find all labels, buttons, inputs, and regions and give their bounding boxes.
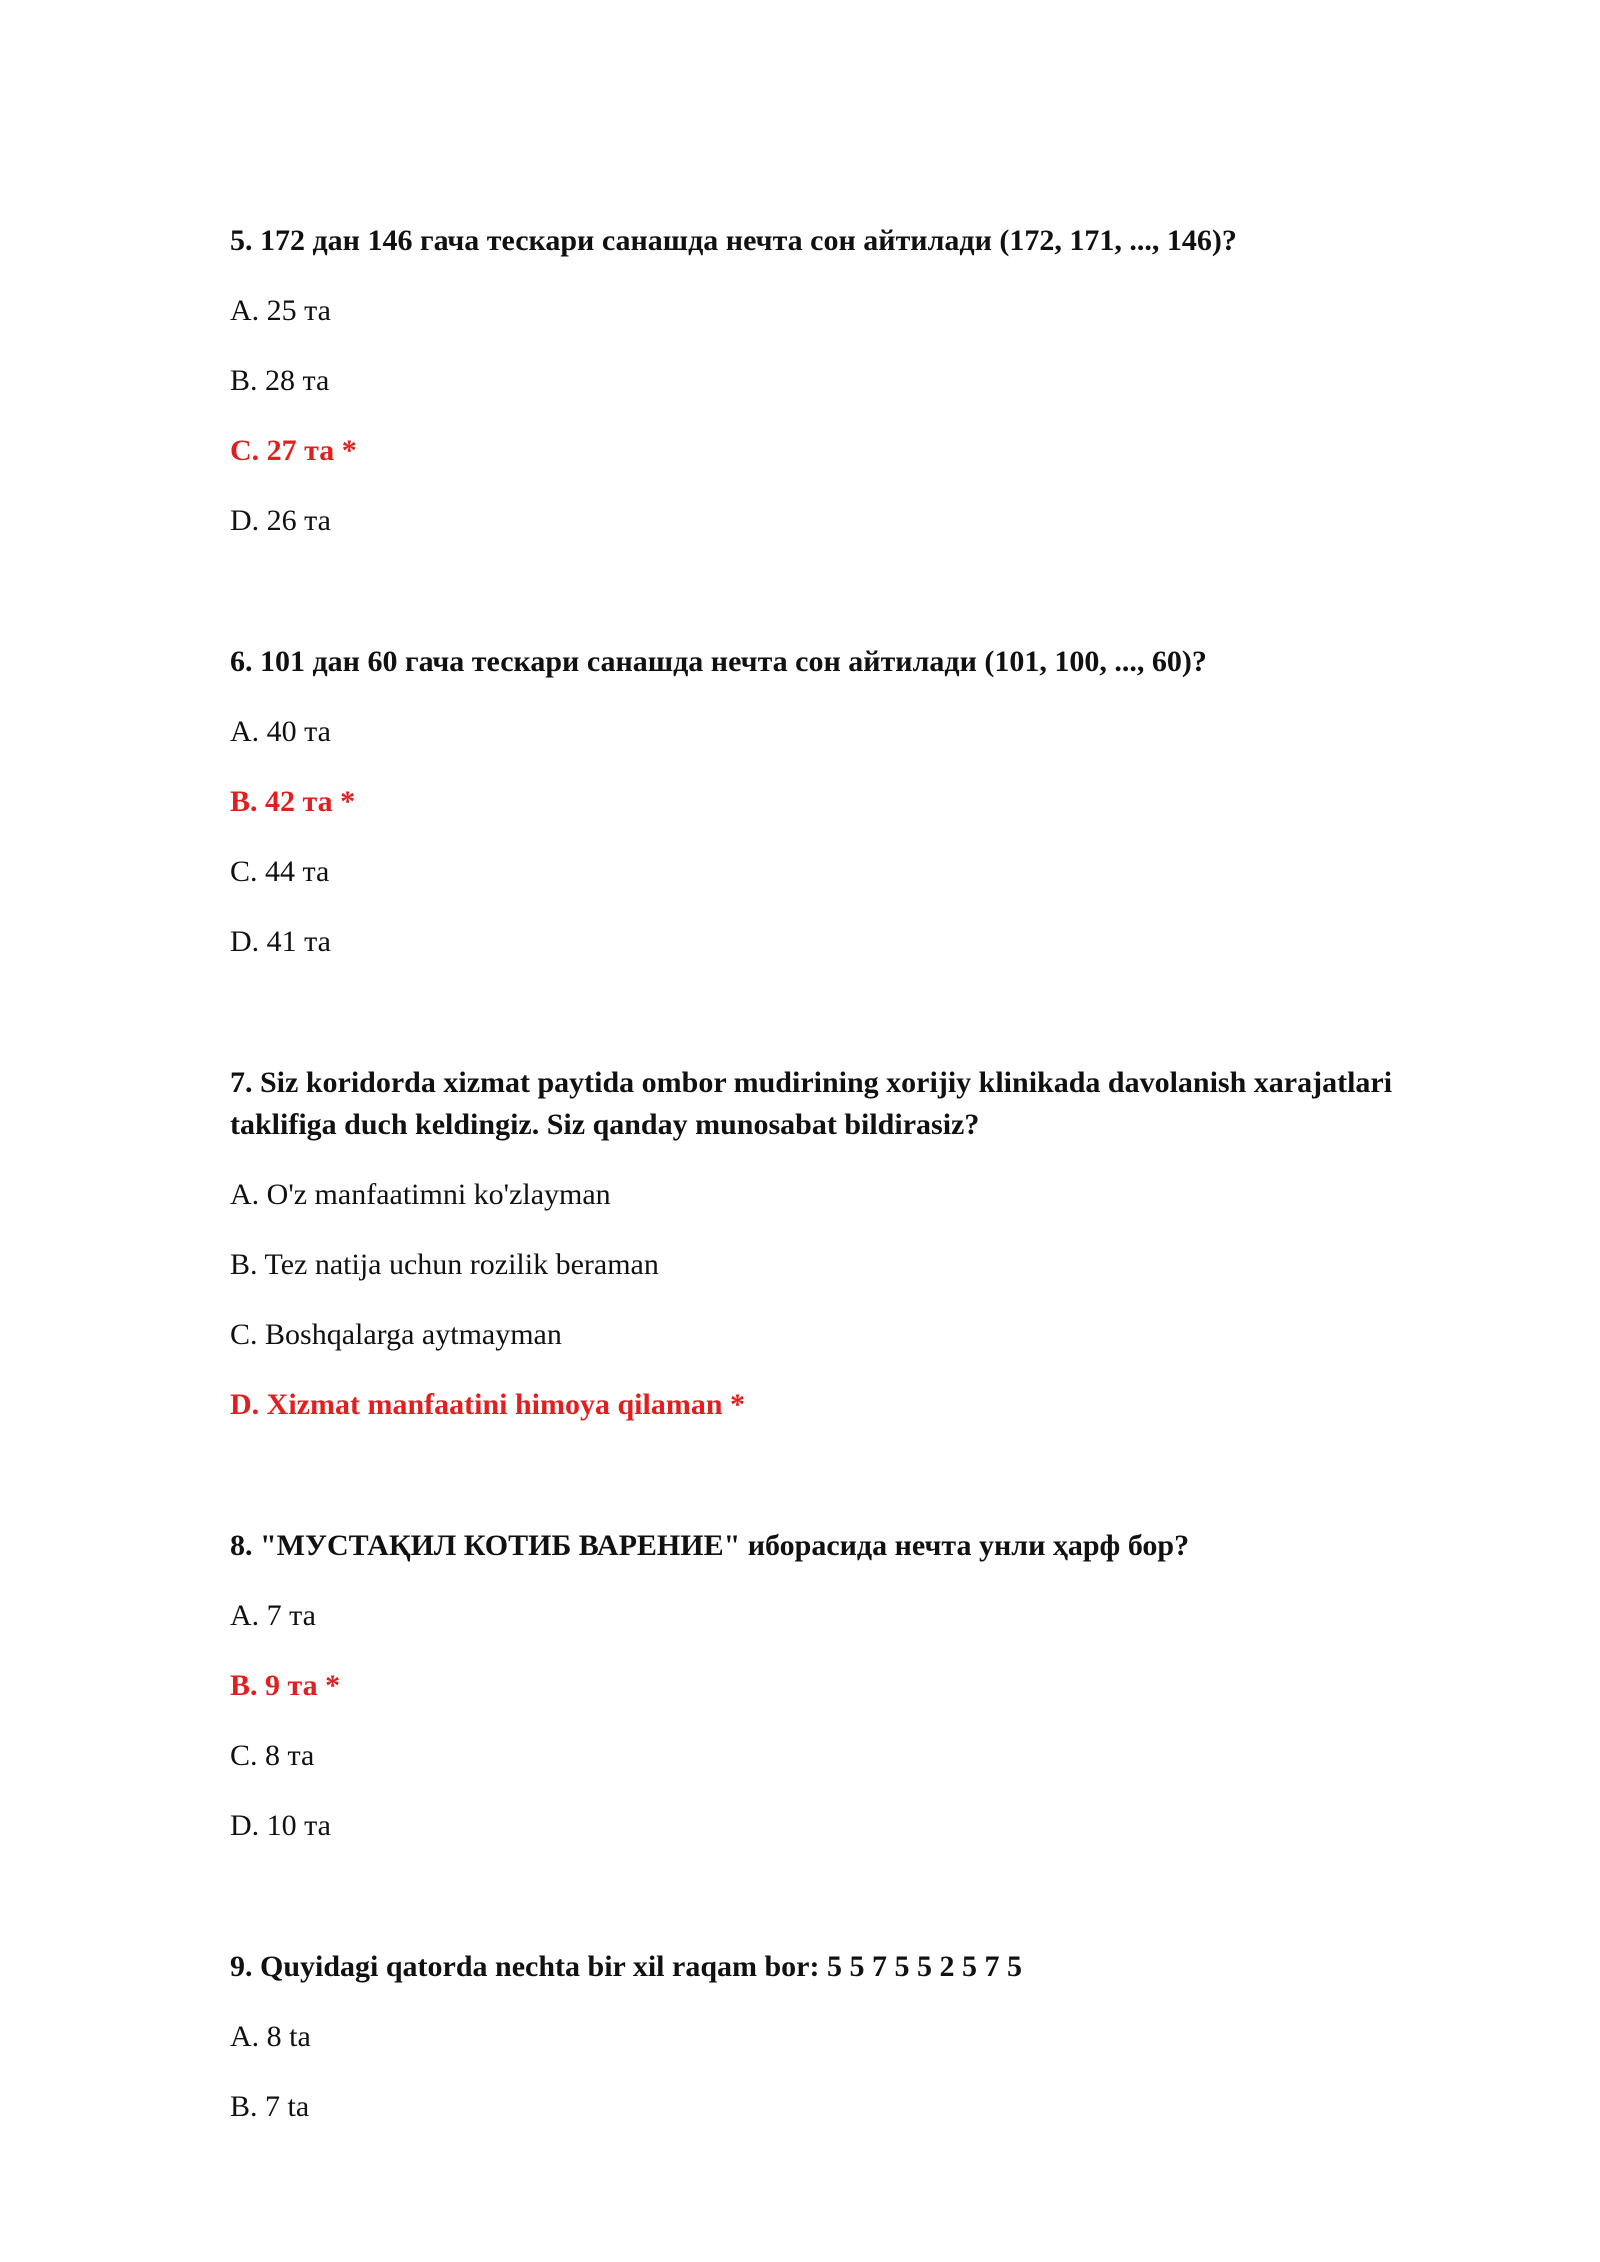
question-6-text: 6. 101 дан 60 гача тескари санашда нечта сон айтилади (101, 100, ..., 60)?: [230, 645, 1207, 678]
question-7-option-a: A. O'z manfaatimni ko'zlayman: [230, 1178, 611, 1211]
question-5-option-b: B. 28 та: [230, 364, 330, 397]
question-9-text: 9. Quyidagi qatorda nechta bir xil raqam bor: 5 5 7 5 5 2 5 7 5: [230, 1950, 1022, 1983]
question-7-option-b: B. Tez natija uchun rozilik beraman: [230, 1248, 659, 1281]
question-8-option-a: A. 7 та: [230, 1599, 316, 1632]
question-5-option-c-correct: C. 27 та *: [230, 434, 357, 467]
question-6-option-d: D. 41 та: [230, 925, 331, 958]
question-7-option-d-correct: D. Xizmat manfaatini himoya qilaman *: [230, 1388, 746, 1421]
question-8-text: 8. "МУСТАҚИЛ КОТИБ ВАРЕНИЕ" иборасида нечта унли ҳарф бор?: [230, 1529, 1190, 1562]
question-6-option-b-correct: B. 42 та *: [230, 785, 356, 818]
question-6-option-c: C. 44 та: [230, 855, 330, 888]
question-5-text: 5. 172 дан 146 гача тескари санашда нечта сон айтилади (172, 171, ..., 146)?: [230, 224, 1237, 257]
question-5-option-d: D. 26 та: [230, 504, 331, 537]
question-8-option-b-correct: B. 9 та *: [230, 1669, 341, 1702]
question-9-option-a: A. 8 ta: [230, 2020, 311, 2053]
question-9-option-b: B. 7 ta: [230, 2090, 310, 2123]
question-7-text: 7. Siz koridorda xizmat paytida ombor mudirining xorijiy klinikada davolanish xarajatlari taklifiga duch keldingiz. Siz qanday munosabat bildirasiz?: [230, 1066, 1393, 1141]
question-7-option-c: C. Boshqalarga aytmayman: [230, 1318, 562, 1351]
question-5-option-a: A. 25 та: [230, 294, 331, 327]
question-6-option-a: A. 40 та: [230, 715, 331, 748]
question-8-option-d: D. 10 та: [230, 1809, 331, 1842]
question-8-option-c: C. 8 та: [230, 1739, 315, 1772]
